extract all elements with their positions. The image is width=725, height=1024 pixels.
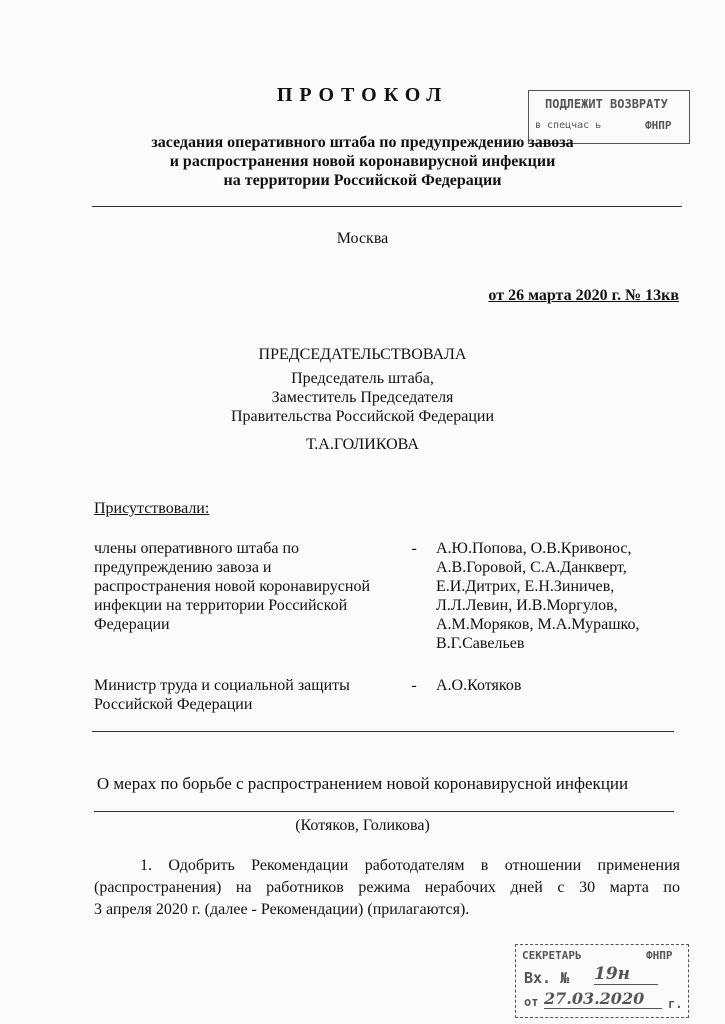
chair-position-line: Правительства Российской Федерации	[230, 408, 495, 425]
attendance-dash: -	[411, 540, 417, 557]
group-left-line: Федерации	[94, 616, 170, 633]
subtitle-line: заседания оперативного штаба по предупреждению завоза	[151, 134, 574, 151]
group-left-line: инфекции на территории Российской	[94, 597, 348, 614]
topic-speakers: (Котяков, Голикова)	[295, 817, 430, 834]
group-left-line: члены оперативного штаба по	[94, 540, 300, 557]
chair-position-line: Председатель штаба,	[291, 370, 434, 387]
registration-stamp-line1-right: ФНПР	[646, 949, 673, 962]
subtitle-line: на территории Российской Федерации	[223, 172, 502, 189]
group-right-line: А.М.Моряков, М.А.Мурашко,	[436, 616, 640, 633]
group-left-line: Российской Федерации	[94, 696, 253, 713]
paragraph-line: 3 апреля 2020 г. (далее - Рекомендации) (прилагаются).	[94, 901, 470, 918]
chair-name: Т.А.ГОЛИКОВА	[306, 436, 419, 453]
header-divider	[92, 206, 682, 207]
subtitle-line: и распространения новой коронавирусной инфекции	[169, 153, 556, 170]
attendance-divider	[92, 731, 674, 732]
attendance-group-right	[436, 676, 696, 695]
registration-stamp-line1-left: СЕКРЕТАРЬ	[522, 949, 582, 962]
document-title: ПРОТОКОЛ	[276, 84, 449, 106]
document-subtitle	[0, 133, 725, 190]
registration-stamp	[515, 944, 689, 1018]
attendance-dash: -	[411, 677, 417, 694]
topic-divider	[94, 811, 674, 812]
registration-date-suffix: г.	[668, 997, 683, 1011]
group-left-line: предупреждению завоза и	[94, 559, 272, 576]
registration-number-value: 19н	[594, 964, 658, 985]
return-stamp-line1: ПОДЛЕЖИТ ВОЗВРАТУ	[545, 97, 668, 111]
chair-position-line: Заместитель Председателя	[271, 389, 454, 406]
group-left-line: распространения новой коронавирусной	[94, 578, 371, 595]
return-stamp-line2-right: ФНПР	[645, 119, 672, 132]
attendance-group-left	[94, 676, 414, 714]
attendance-group-right	[436, 539, 696, 653]
chair-heading: ПРЕДСЕДАТЕЛЬСТВОВАЛА	[258, 346, 467, 363]
paragraph-line: 1. Одобрить Рекомендации работодателям в отношении применения	[140, 857, 680, 874]
paragraph-line: (распространения) на работников режима нерабочих дней с 30 марта по	[94, 879, 680, 896]
city: Москва	[336, 230, 389, 247]
group-right-line: А.В.Горовой, С.А.Данкверт,	[436, 559, 627, 576]
registration-date-value: 27.03.2020	[544, 989, 662, 1009]
registration-number-label: Вх. №	[524, 969, 570, 987]
group-left-line: Министр труда и социальной защиты	[94, 677, 350, 694]
topic-title: О мерах по борьбе с распространением новой коронавирусной инфекции	[96, 774, 629, 793]
attendance-group-left	[94, 539, 414, 634]
group-right-line: А.Ю.Попова, О.В.Кривонос,	[436, 540, 632, 557]
group-right-line: В.Г.Савельев	[436, 635, 525, 652]
group-right-line: Е.И.Дитрих, Е.Н.Зиничев,	[436, 578, 615, 595]
registration-date-label: от	[524, 995, 539, 1009]
protocol-date-number: от 26 марта 2020 г. № 13кв	[488, 287, 679, 304]
attendance-label: Присутствовали:	[94, 500, 210, 517]
return-stamp-line2-left: в спецчас ь	[535, 120, 602, 131]
chair-block	[0, 345, 725, 454]
paragraph-1	[94, 855, 680, 921]
group-right-line: Л.Л.Левин, И.В.Моргулов,	[436, 597, 618, 614]
group-right-line: А.О.Котяков	[436, 677, 522, 694]
